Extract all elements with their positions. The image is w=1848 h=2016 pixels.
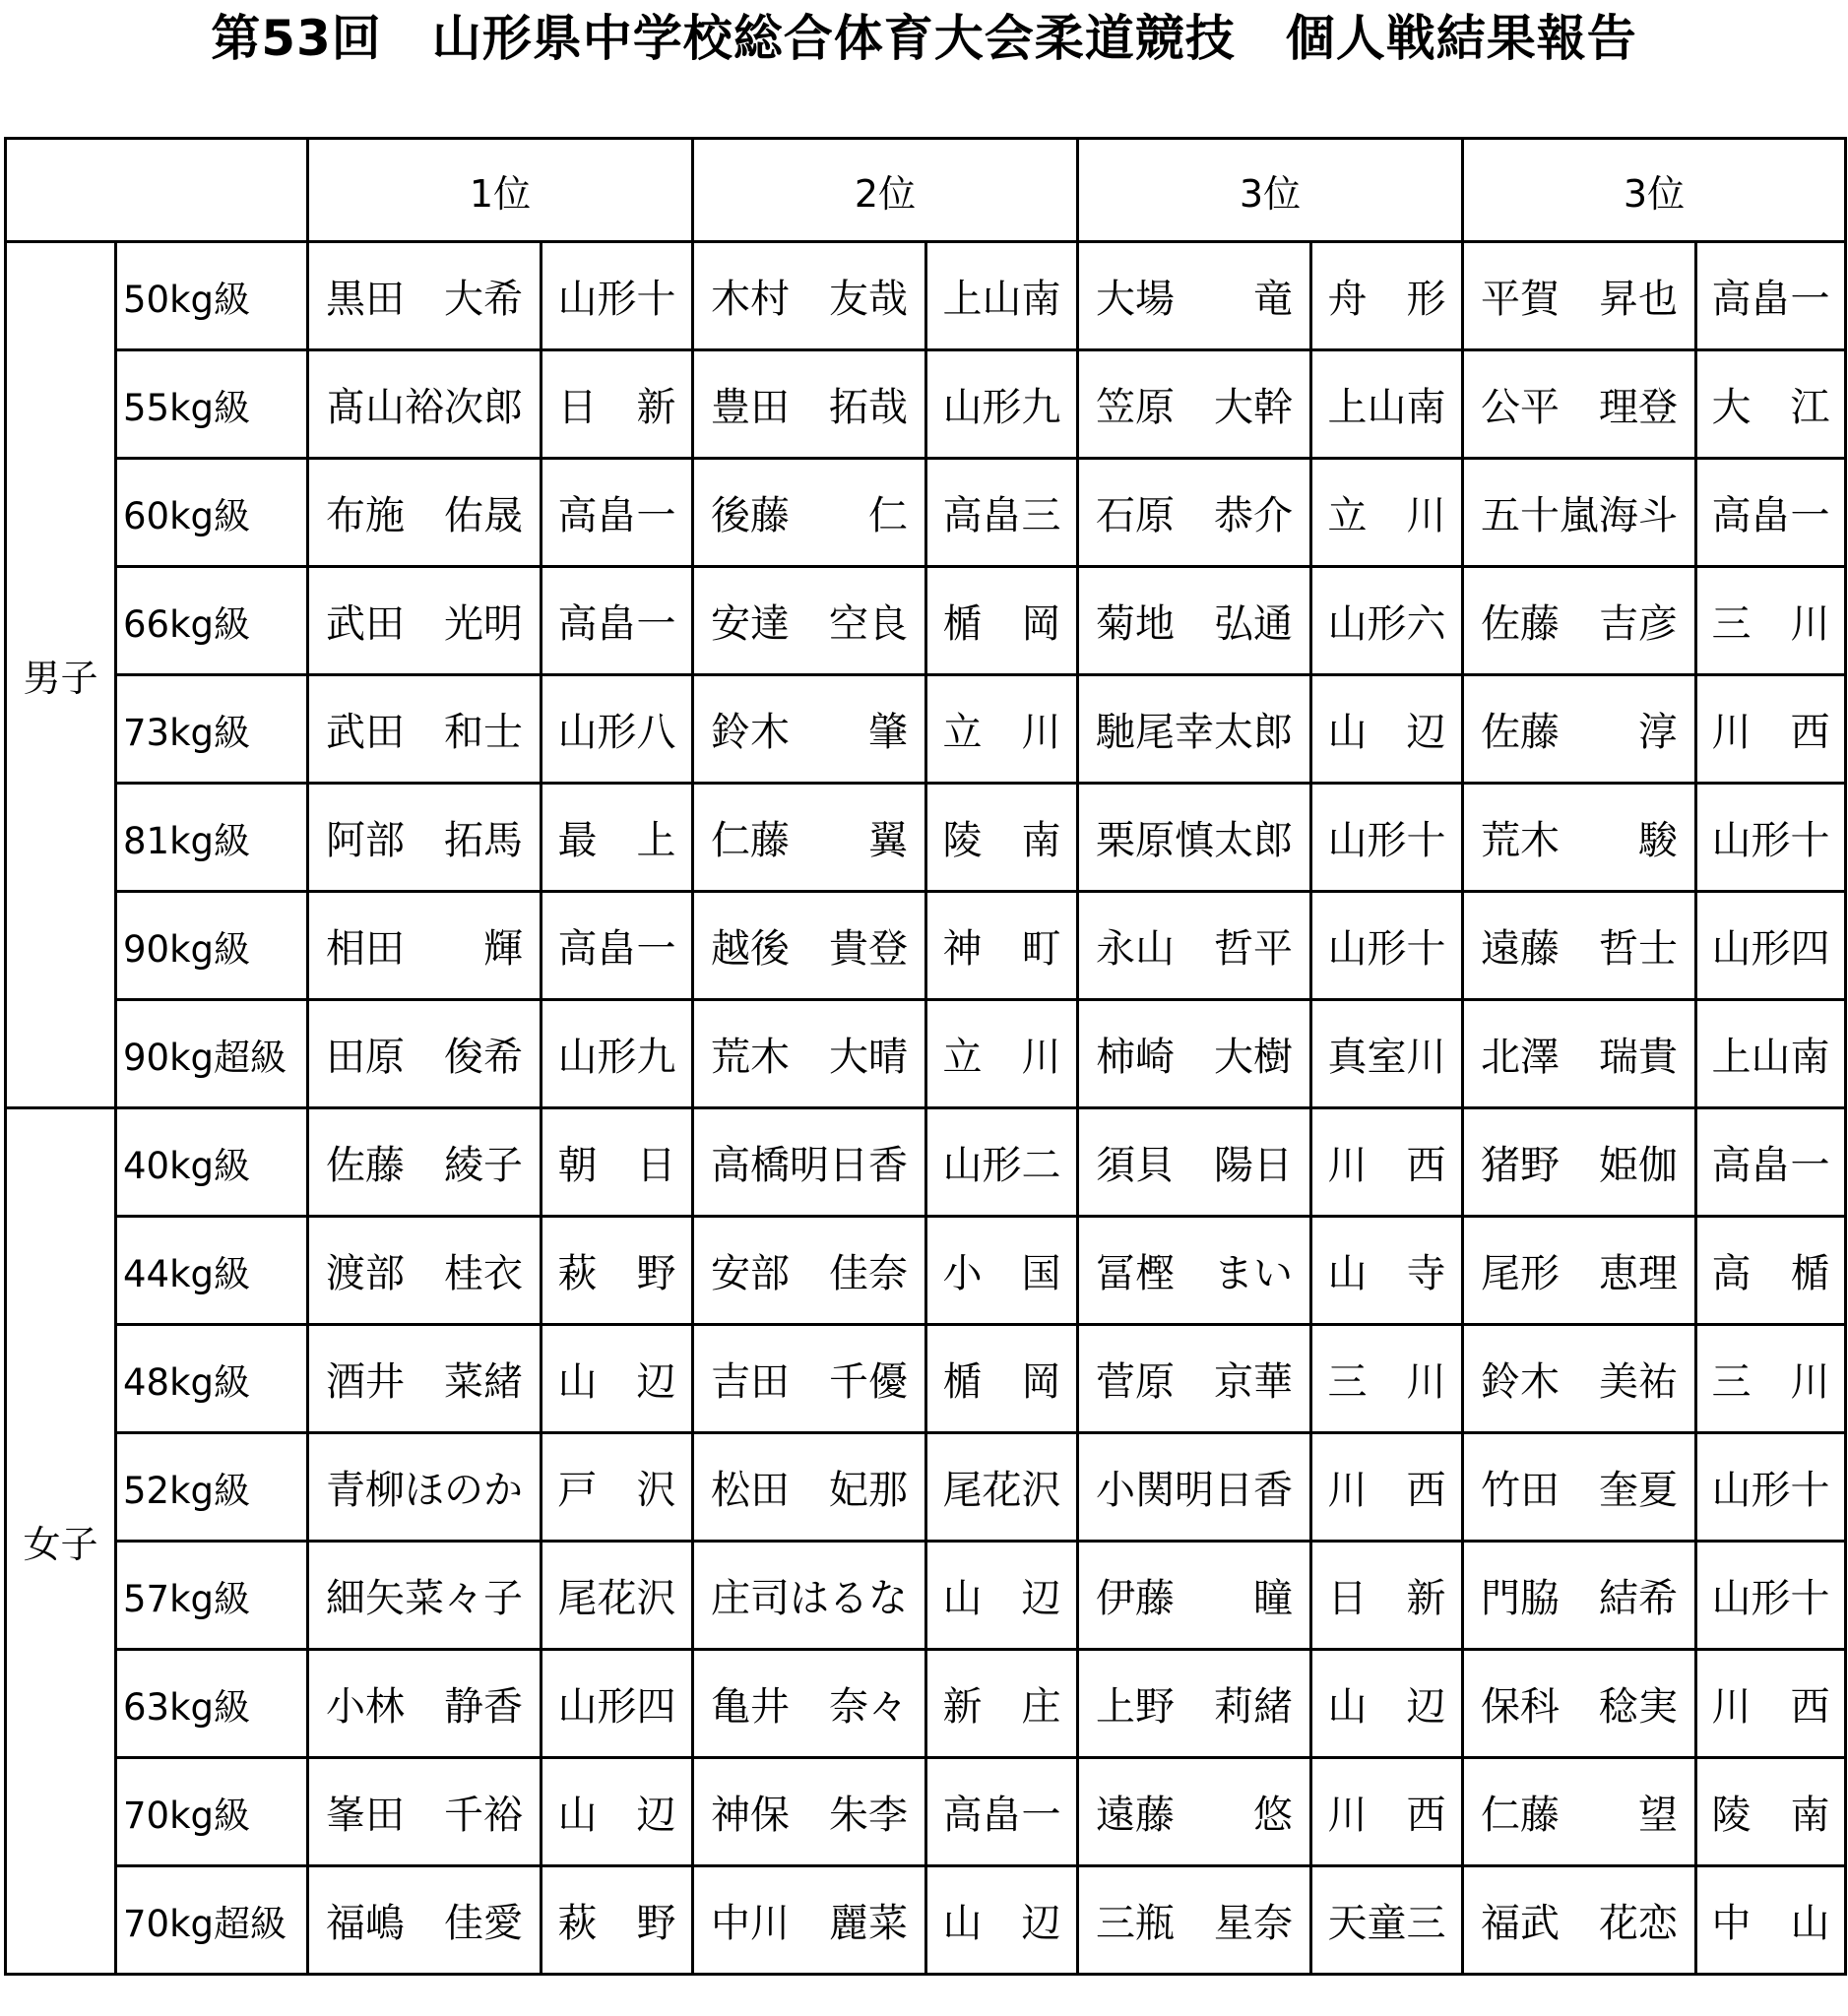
weight-class: 57kg級	[116, 1542, 308, 1650]
third-b-name: 佐藤 吉彦	[1463, 567, 1696, 675]
second-name: 木村 友哉	[693, 242, 926, 350]
page-title: 第53回 山形県中学校総合体育大会柔道競技 個人戦結果報告	[211, 10, 1637, 67]
weight-class: 48kg級	[116, 1325, 308, 1433]
second-school: 山形二	[926, 1108, 1078, 1217]
first-school: 高畠一	[542, 892, 693, 1000]
third-a-school: 上山南	[1311, 350, 1463, 459]
first-name: 阿部 拓馬	[308, 784, 542, 892]
first-school: 朝 日	[542, 1108, 693, 1217]
second-school: 高畠一	[926, 1758, 1078, 1866]
third-a-school: 山 辺	[1311, 1650, 1463, 1758]
first-name: 佐藤 綾子	[308, 1108, 542, 1217]
third-a-school: 川 西	[1311, 1108, 1463, 1217]
table-row	[6, 1866, 1846, 1975]
third-a-name: 石原 恭介	[1078, 459, 1311, 567]
second-school: 立 川	[926, 675, 1078, 784]
gender-label: 男子	[6, 242, 116, 1108]
first-name: 相田 輝	[308, 892, 542, 1000]
third-b-school: 川 西	[1696, 1650, 1846, 1758]
third-a-school: 山 辺	[1311, 675, 1463, 784]
table-row	[6, 242, 1846, 350]
third-a-name: 冨樫 まい	[1078, 1217, 1311, 1325]
weight-class: 70kg級	[116, 1758, 308, 1866]
first-school: 山形八	[542, 675, 693, 784]
first-name: 小林 静香	[308, 1650, 542, 1758]
first-school: 萩 野	[542, 1866, 693, 1975]
second-school: 尾花沢	[926, 1433, 1078, 1542]
table-row	[6, 784, 1846, 892]
first-name: 布施 佑晟	[308, 459, 542, 567]
first-name: 青柳ほのか	[308, 1433, 542, 1542]
second-name: 豊田 拓哉	[693, 350, 926, 459]
second-school: 新 庄	[926, 1650, 1078, 1758]
third-b-school: 山形四	[1696, 892, 1846, 1000]
third-b-name: 竹田 奎夏	[1463, 1433, 1696, 1542]
weight-class: 52kg級	[116, 1433, 308, 1542]
third-b-school: 高畠一	[1696, 1108, 1846, 1217]
header-corner	[6, 139, 308, 242]
second-name: 松田 妃那	[693, 1433, 926, 1542]
third-b-school: 三 川	[1696, 1325, 1846, 1433]
third-a-name: 菊地 弘通	[1078, 567, 1311, 675]
weight-class: 63kg級	[116, 1650, 308, 1758]
first-name: 細矢菜々子	[308, 1542, 542, 1650]
third-b-school: 山形十	[1696, 1433, 1846, 1542]
table-row	[6, 459, 1846, 567]
second-school: 山 辺	[926, 1542, 1078, 1650]
third-b-name: 遠藤 哲士	[1463, 892, 1696, 1000]
third-b-name: 福武 花恋	[1463, 1866, 1696, 1975]
third-b-school: 大 江	[1696, 350, 1846, 459]
second-school: 小 国	[926, 1217, 1078, 1325]
weight-class: 50kg級	[116, 242, 308, 350]
second-name: 中川 麗菜	[693, 1866, 926, 1975]
third-a-school: 天童三	[1311, 1866, 1463, 1975]
third-b-name: 猪野 姫伽	[1463, 1108, 1696, 1217]
table-row	[6, 892, 1846, 1000]
third-a-school: 山形六	[1311, 567, 1463, 675]
second-school: 上山南	[926, 242, 1078, 350]
third-a-school: 川 西	[1311, 1758, 1463, 1866]
second-name: 亀井 奈々	[693, 1650, 926, 1758]
second-name: 庄司はるな	[693, 1542, 926, 1650]
third-b-school: 上山南	[1696, 1000, 1846, 1108]
second-name: 後藤 仁	[693, 459, 926, 567]
table-row	[6, 1542, 1846, 1650]
results-table	[4, 137, 1847, 1976]
first-school: 最 上	[542, 784, 693, 892]
table-row	[6, 1000, 1846, 1108]
third-b-name: 荒木 駿	[1463, 784, 1696, 892]
third-b-school: 高畠一	[1696, 459, 1846, 567]
third-a-school: 真室川	[1311, 1000, 1463, 1108]
third-a-school: 山 寺	[1311, 1217, 1463, 1325]
first-school: 高畠一	[542, 459, 693, 567]
second-name: 吉田 千優	[693, 1325, 926, 1433]
third-a-school: 日 新	[1311, 1542, 1463, 1650]
third-b-name: 佐藤 淳	[1463, 675, 1696, 784]
first-name: 渡部 桂衣	[308, 1217, 542, 1325]
second-name: 安部 佳奈	[693, 1217, 926, 1325]
first-name: 武田 光明	[308, 567, 542, 675]
third-b-school: 高畠一	[1696, 242, 1846, 350]
table-row	[6, 567, 1846, 675]
gender-label: 女子	[6, 1108, 116, 1975]
second-name: 荒木 大晴	[693, 1000, 926, 1108]
second-name: 仁藤 翼	[693, 784, 926, 892]
third-a-school: 山形十	[1311, 784, 1463, 892]
third-a-name: 遠藤 悠	[1078, 1758, 1311, 1866]
weight-class: 73kg級	[116, 675, 308, 784]
third-a-name: 大場 竜	[1078, 242, 1311, 350]
weight-class: 70kg超級	[116, 1866, 308, 1975]
third-b-name: 門脇 結希	[1463, 1542, 1696, 1650]
third-a-name: 小関明日香	[1078, 1433, 1311, 1542]
third-b-school: 高 楯	[1696, 1217, 1846, 1325]
first-school: 山 辺	[542, 1325, 693, 1433]
weight-class: 90kg超級	[116, 1000, 308, 1108]
table-row	[6, 675, 1846, 784]
third-a-name: 上野 莉緒	[1078, 1650, 1311, 1758]
first-school: 山形九	[542, 1000, 693, 1108]
third-a-school: 三 川	[1311, 1325, 1463, 1433]
weight-class: 90kg級	[116, 892, 308, 1000]
second-name: 安達 空良	[693, 567, 926, 675]
second-name: 鈴木 肇	[693, 675, 926, 784]
third-b-name: 保科 稔実	[1463, 1650, 1696, 1758]
third-a-name: 伊藤 瞳	[1078, 1542, 1311, 1650]
second-name: 神保 朱李	[693, 1758, 926, 1866]
table-row	[6, 1650, 1846, 1758]
first-name: 酒井 菜緒	[308, 1325, 542, 1433]
third-a-name: 須貝 陽日	[1078, 1108, 1311, 1217]
first-name: 髙山裕次郎	[308, 350, 542, 459]
second-school: 山形九	[926, 350, 1078, 459]
third-a-school: 川 西	[1311, 1433, 1463, 1542]
third-b-school: 川 西	[1696, 675, 1846, 784]
second-name: 越後 貴登	[693, 892, 926, 1000]
first-name: 峯田 千裕	[308, 1758, 542, 1866]
third-b-school: 三 川	[1696, 567, 1846, 675]
third-a-name: 三瓶 星奈	[1078, 1866, 1311, 1975]
table-row	[6, 1433, 1846, 1542]
third-b-name: 尾形 恵理	[1463, 1217, 1696, 1325]
third-b-name: 平賀 昇也	[1463, 242, 1696, 350]
second-school: 楯 岡	[926, 567, 1078, 675]
third-a-school: 立 川	[1311, 459, 1463, 567]
third-a-name: 菅原 京華	[1078, 1325, 1311, 1433]
third-a-name: 馳尾幸太郎	[1078, 675, 1311, 784]
first-school: 日 新	[542, 350, 693, 459]
first-name: 武田 和士	[308, 675, 542, 784]
third-a-name: 笠原 大幹	[1078, 350, 1311, 459]
third-a-name: 永山 哲平	[1078, 892, 1311, 1000]
third-b-school: 陵 南	[1696, 1758, 1846, 1866]
second-school: 立 川	[926, 1000, 1078, 1108]
header-rank-2: 2位	[693, 139, 1078, 242]
header-rank-3a: 3位	[1078, 139, 1463, 242]
second-school: 神 町	[926, 892, 1078, 1000]
header-row	[6, 139, 1846, 242]
third-b-name: 仁藤 望	[1463, 1758, 1696, 1866]
header-rank-1: 1位	[308, 139, 693, 242]
second-school: 高畠三	[926, 459, 1078, 567]
first-school: 萩 野	[542, 1217, 693, 1325]
weight-class: 40kg級	[116, 1108, 308, 1217]
second-school: 楯 岡	[926, 1325, 1078, 1433]
third-a-school: 山形十	[1311, 892, 1463, 1000]
third-a-school: 舟 形	[1311, 242, 1463, 350]
third-a-name: 柿崎 大樹	[1078, 1000, 1311, 1108]
table-row	[6, 1325, 1846, 1433]
first-school: 山形四	[542, 1650, 693, 1758]
first-name: 福嶋 佳愛	[308, 1866, 542, 1975]
second-school: 陵 南	[926, 784, 1078, 892]
first-school: 山形十	[542, 242, 693, 350]
third-b-school: 中 山	[1696, 1866, 1846, 1975]
third-a-name: 栗原慎太郎	[1078, 784, 1311, 892]
third-b-name: 五十嵐海斗	[1463, 459, 1696, 567]
table-row	[6, 1217, 1846, 1325]
first-name: 田原 俊希	[308, 1000, 542, 1108]
weight-class: 44kg級	[116, 1217, 308, 1325]
first-school: 山 辺	[542, 1758, 693, 1866]
table-row	[6, 1108, 1846, 1217]
second-school: 山 辺	[926, 1866, 1078, 1975]
third-b-name: 公平 理登	[1463, 350, 1696, 459]
table-row	[6, 350, 1846, 459]
weight-class: 66kg級	[116, 567, 308, 675]
first-school: 戸 沢	[542, 1433, 693, 1542]
table-row	[6, 1758, 1846, 1866]
third-b-name: 北澤 瑞貴	[1463, 1000, 1696, 1108]
first-school: 高畠一	[542, 567, 693, 675]
weight-class: 60kg級	[116, 459, 308, 567]
first-school: 尾花沢	[542, 1542, 693, 1650]
header-rank-3b: 3位	[1463, 139, 1846, 242]
weight-class: 55kg級	[116, 350, 308, 459]
third-b-name: 鈴木 美祐	[1463, 1325, 1696, 1433]
third-b-school: 山形十	[1696, 1542, 1846, 1650]
weight-class: 81kg級	[116, 784, 308, 892]
first-name: 黒田 大希	[308, 242, 542, 350]
third-b-school: 山形十	[1696, 784, 1846, 892]
second-name: 高橋明日香	[693, 1108, 926, 1217]
